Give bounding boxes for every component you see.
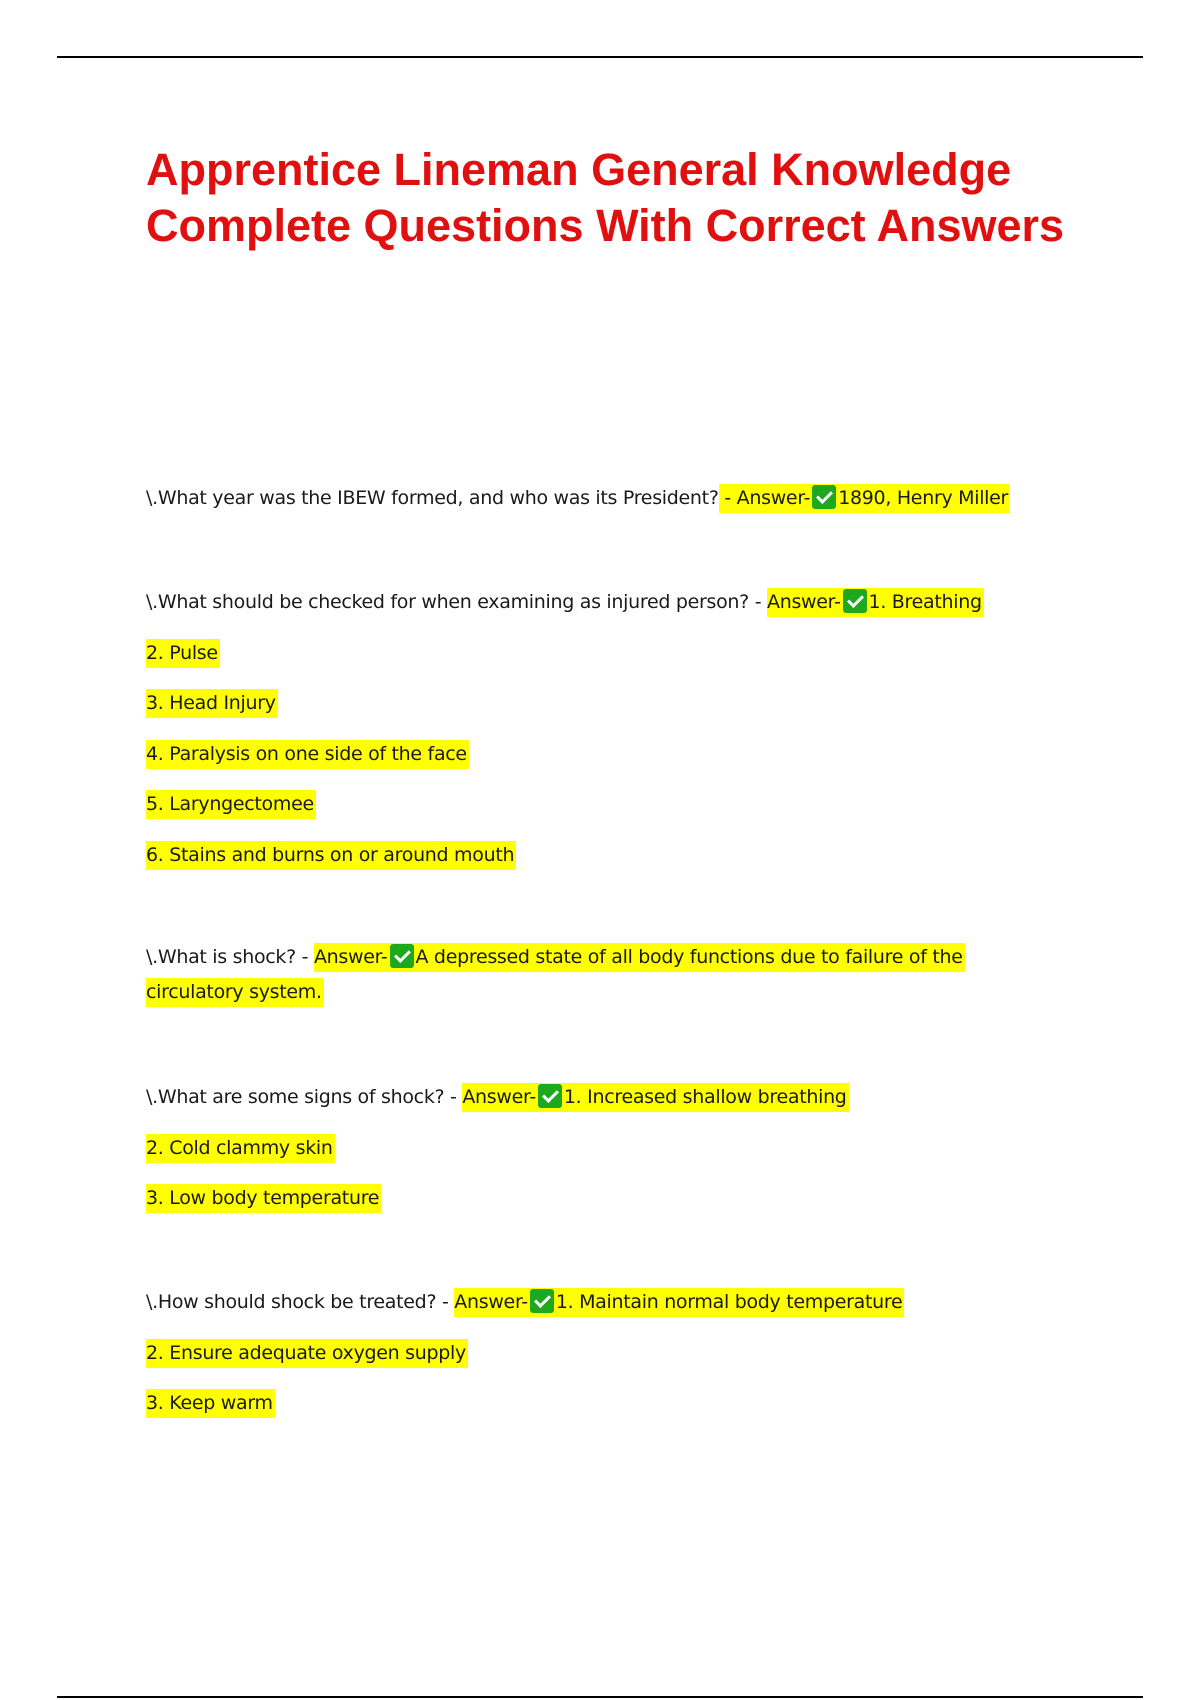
header-rule: [57, 56, 1143, 58]
question-prefix: \.: [146, 1086, 158, 1108]
question-text: How should shock be treated?: [157, 1291, 437, 1313]
answer-dash: -: [436, 1291, 455, 1313]
answer-list-item: [146, 840, 516, 870]
answer-list-item: [146, 1133, 335, 1163]
answer-highlight: [314, 943, 965, 972]
answer-list-item: [146, 1183, 381, 1213]
document-title: Apprentice Lineman General Knowledge Complete Questions With Correct Answers: [146, 144, 1065, 251]
answer-highlight: [454, 1288, 904, 1317]
answer-text: 2. Pulse: [146, 639, 220, 668]
answer-label: Answer-: [454, 1291, 528, 1313]
question-prefix: \.: [146, 1291, 158, 1313]
answer-text: 1. Maintain normal body temperature: [555, 1291, 903, 1313]
answer-dash: -: [748, 591, 767, 613]
answer-text: 4. Paralysis on one side of the face: [146, 740, 469, 769]
answer-text: 6. Stains and burns on or around mouth: [146, 841, 516, 870]
qa-item-2-question-line: [146, 587, 984, 617]
answer-text: 1890, Henry Miller: [838, 487, 1009, 509]
answer-text: 1. Breathing: [868, 591, 982, 613]
question-text: What are some signs of shock?: [157, 1086, 445, 1108]
question-prefix: \.: [146, 487, 158, 509]
answer-text: 5. Laryngectomee: [146, 790, 316, 819]
qa-item-3-question-line: [146, 942, 965, 972]
answer-list-item: [146, 1388, 275, 1418]
check-mark-icon: [530, 1289, 554, 1313]
answer-dash: -: [444, 1086, 463, 1108]
answer-text: 2. Ensure adequate oxygen supply: [146, 1339, 468, 1368]
answer-continuation-line: [146, 977, 324, 1007]
answer-text: 1. Increased shallow breathing: [563, 1086, 847, 1108]
answer-dash: -: [718, 487, 737, 509]
question-text: What year was the IBEW formed, and who was its President?: [157, 487, 719, 509]
answer-list-item: [146, 739, 469, 769]
qa-item-4-question-line: [146, 1082, 849, 1112]
answer-text: 3. Keep warm: [146, 1389, 275, 1418]
answer-label: Answer-: [767, 591, 841, 613]
check-mark-icon: [843, 589, 867, 613]
question-text: What is shock?: [157, 946, 296, 968]
answer-highlight: [719, 484, 1010, 513]
check-mark-icon: [390, 944, 414, 968]
check-mark-icon: [538, 1084, 562, 1108]
answer-list-item: [146, 789, 316, 819]
answer-highlight: [767, 588, 984, 617]
answer-text: circulatory system.: [146, 978, 324, 1007]
answer-label: Answer-: [462, 1086, 536, 1108]
footer-rule: [57, 1696, 1143, 1698]
answer-highlight: [462, 1083, 848, 1112]
answer-text: 2. Cold clammy skin: [146, 1134, 335, 1163]
answer-text: 3. Head Injury: [146, 689, 278, 718]
answer-list-item: [146, 688, 278, 718]
question-prefix: \.: [146, 591, 158, 613]
qa-item-5-question-line: [146, 1287, 904, 1317]
check-mark-icon: [812, 485, 836, 509]
answer-text: A depressed state of all body functions due to failure of the: [415, 946, 963, 968]
qa-item-1-question-line: [146, 483, 1010, 513]
answer-list-item: [146, 1338, 468, 1368]
answer-label: Answer-: [736, 487, 811, 509]
answer-dash: -: [295, 946, 314, 968]
question-prefix: \.: [146, 946, 158, 968]
answer-list-item: [146, 638, 220, 668]
answer-text: 3. Low body temperature: [146, 1184, 381, 1213]
answer-label: Answer-: [313, 946, 388, 968]
question-text: What should be checked for when examining as injured person?: [157, 591, 749, 613]
